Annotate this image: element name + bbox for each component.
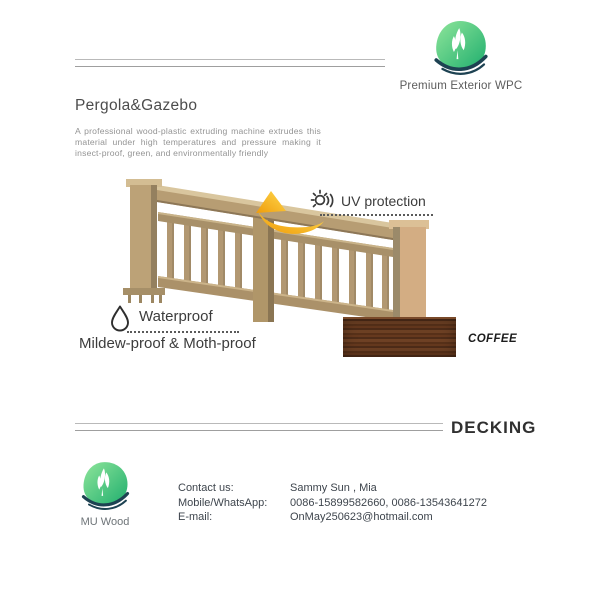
uv-protection-label: UV protection — [341, 193, 426, 209]
wood-color-swatch — [343, 317, 456, 357]
sun-uv-icon — [308, 187, 338, 215]
contact-label: Mobile/WhatsApp: — [178, 496, 268, 509]
swatch-name: COFFEE — [468, 333, 518, 345]
page-title: Pergola&Gazebo — [75, 97, 198, 114]
right-post — [389, 220, 429, 319]
footer-brand-name: MU Wood — [80, 516, 130, 528]
contact-label: E-mail: — [178, 511, 213, 524]
decking-rule-1 — [75, 423, 443, 424]
waterproof-dashed-rule — [127, 331, 239, 333]
contact-block — [178, 481, 487, 525]
waterproof-label: Waterproof — [139, 308, 213, 325]
decking-section-label: DECKING — [451, 418, 537, 437]
water-drop-icon — [108, 304, 132, 332]
leaf-logo-icon — [430, 20, 492, 77]
mildew-proof-label: Mildew-proof & Moth-proof — [79, 335, 256, 352]
footer-brand-logo — [78, 461, 133, 512]
top-rule-1 — [75, 59, 385, 60]
brand-logo — [430, 20, 492, 77]
uv-dashed-rule — [320, 214, 433, 216]
decking-rule-2 — [75, 430, 443, 431]
top-rule-2 — [75, 66, 385, 67]
contact-value: Sammy Sun , Mia — [290, 482, 377, 494]
contact-value: 0086-15899582660, 0086-13543641272 — [290, 496, 487, 509]
contact-value: OnMay250623@hotmail.com — [290, 511, 433, 524]
leaf-logo-icon — [78, 461, 133, 512]
contact-label: Contact us: — [178, 482, 234, 494]
brand-tagline: Premium Exterior WPC — [399, 80, 523, 92]
page-description: A professional wood-plastic extruding machine extrudes this material under high temperatures and pressure making it insect-proof, green, and environmentally friendly — [75, 126, 321, 158]
